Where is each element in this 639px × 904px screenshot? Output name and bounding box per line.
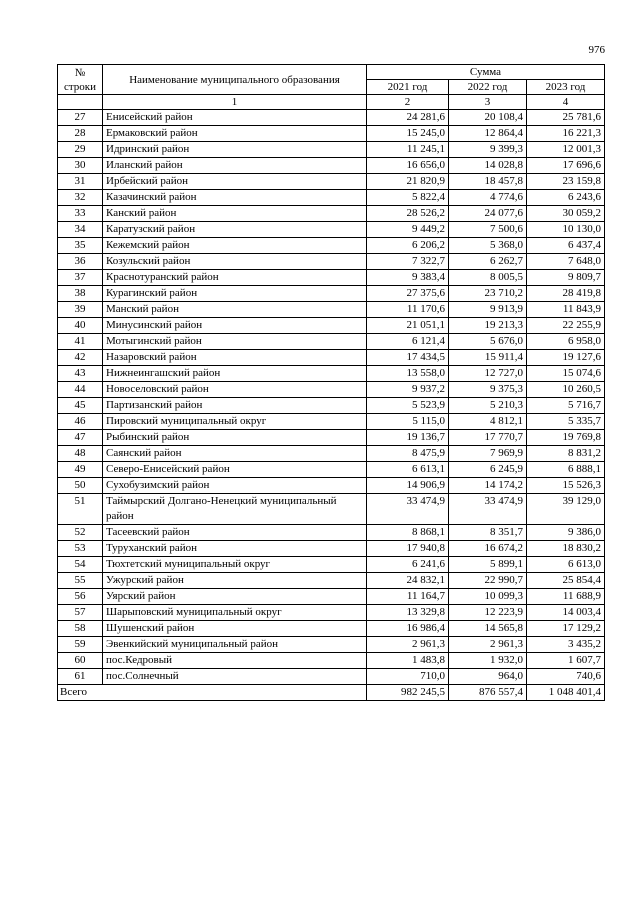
row-name: Сухобузимский район: [103, 478, 367, 494]
row-2023: 11 843,9: [527, 302, 605, 318]
table-row: [58, 525, 605, 541]
row-number: 55: [58, 573, 103, 589]
table-row: [58, 414, 605, 430]
table-header: [58, 65, 605, 110]
header-row-number-2: строки: [63, 80, 97, 93]
row-2021: 13 558,0: [367, 366, 449, 382]
page-number: 976: [588, 44, 605, 56]
table-row: [58, 573, 605, 589]
row-number: 61: [58, 669, 103, 685]
index-name: 1: [103, 95, 367, 110]
row-2023: 5 716,7: [527, 398, 605, 414]
table-row: [58, 190, 605, 206]
row-name: Северо-Енисейский район: [103, 462, 367, 478]
table-row: [58, 589, 605, 605]
row-number: 28: [58, 126, 103, 142]
total-row: [58, 685, 605, 701]
row-2023: 9 386,0: [527, 525, 605, 541]
total-2021: 982 245,5: [367, 685, 449, 701]
row-name: Ужурский район: [103, 573, 367, 589]
row-name: Новоселовский район: [103, 382, 367, 398]
row-2023: 10 260,5: [527, 382, 605, 398]
table-row: [58, 430, 605, 446]
row-2022: 17 770,7: [449, 430, 527, 446]
row-name: Иланский район: [103, 158, 367, 174]
row-number: 31: [58, 174, 103, 190]
row-2022: 9 399,3: [449, 142, 527, 158]
row-2022: 12 223,9: [449, 605, 527, 621]
row-2022: 9 913,9: [449, 302, 527, 318]
row-2023: 8 831,2: [527, 446, 605, 462]
table-row: [58, 174, 605, 190]
header-name: Наименование муниципального образования: [103, 65, 367, 95]
row-2021: 16 656,0: [367, 158, 449, 174]
row-2021: 15 245,0: [367, 126, 449, 142]
table-body: [58, 110, 605, 685]
row-name: Нижнеингашский район: [103, 366, 367, 382]
row-2021: 9 449,2: [367, 222, 449, 238]
table-row: [58, 494, 605, 525]
row-number: 60: [58, 653, 103, 669]
table-row: [58, 254, 605, 270]
row-2022: 18 457,8: [449, 174, 527, 190]
row-name: Енисейский район: [103, 110, 367, 126]
row-name: Пировский муниципальный округ: [103, 414, 367, 430]
row-2021: 17 434,5: [367, 350, 449, 366]
row-2023: 18 830,2: [527, 541, 605, 557]
row-2023: 25 781,6: [527, 110, 605, 126]
row-2022: 9 375,3: [449, 382, 527, 398]
row-2023: 19 769,8: [527, 430, 605, 446]
row-name: Минусинский район: [103, 318, 367, 334]
row-2023: 23 159,8: [527, 174, 605, 190]
row-2022: 14 028,8: [449, 158, 527, 174]
table-row: [58, 478, 605, 494]
row-name: Партизанский район: [103, 398, 367, 414]
row-name: Шушенский район: [103, 621, 367, 637]
row-2023: 17 696,6: [527, 158, 605, 174]
row-name: Саянский район: [103, 446, 367, 462]
table-row: [58, 222, 605, 238]
header-row-number-1: №: [74, 66, 86, 79]
row-number: 32: [58, 190, 103, 206]
row-2022: 10 099,3: [449, 589, 527, 605]
index-empty: [58, 95, 103, 110]
header-sum: Сумма: [367, 65, 605, 80]
row-2021: 8 475,9: [367, 446, 449, 462]
row-number: 50: [58, 478, 103, 494]
row-name: Ермаковский район: [103, 126, 367, 142]
row-2023: 3 435,2: [527, 637, 605, 653]
row-2021: 5 523,9: [367, 398, 449, 414]
row-2021: 7 322,7: [367, 254, 449, 270]
row-2023: 12 001,3: [527, 142, 605, 158]
row-name: Канский район: [103, 206, 367, 222]
row-number: 39: [58, 302, 103, 318]
table-row: [58, 286, 605, 302]
row-2021: 24 832,1: [367, 573, 449, 589]
row-2021: 6 613,1: [367, 462, 449, 478]
row-2022: 5 899,1: [449, 557, 527, 573]
row-2022: 15 911,4: [449, 350, 527, 366]
row-2023: 39 129,0: [527, 494, 605, 525]
row-2023: 25 854,4: [527, 573, 605, 589]
header-row-number: [58, 65, 103, 95]
row-number: 34: [58, 222, 103, 238]
row-2022: 4 812,1: [449, 414, 527, 430]
row-number: 59: [58, 637, 103, 653]
row-name: Манский район: [103, 302, 367, 318]
table-row: [58, 541, 605, 557]
row-2023: 15 074,6: [527, 366, 605, 382]
row-number: 57: [58, 605, 103, 621]
row-name: Тасеевский район: [103, 525, 367, 541]
row-name: Таймырский Долгано-Ненецкий муниципальный район: [103, 494, 367, 525]
row-name: Ирбейский район: [103, 174, 367, 190]
row-2022: 23 710,2: [449, 286, 527, 302]
row-2023: 11 688,9: [527, 589, 605, 605]
header-2023: 2023 год: [527, 80, 605, 95]
row-name: пос.Кедровый: [103, 653, 367, 669]
row-2021: 27 375,6: [367, 286, 449, 302]
row-number: 46: [58, 414, 103, 430]
row-2022: 4 774,6: [449, 190, 527, 206]
table-row: [58, 318, 605, 334]
header-2022: 2022 год: [449, 80, 527, 95]
row-number: 47: [58, 430, 103, 446]
table-row: [58, 110, 605, 126]
table-row: [58, 637, 605, 653]
row-name: Тюхтетский муниципальный округ: [103, 557, 367, 573]
row-name: Курагинский район: [103, 286, 367, 302]
row-number: 48: [58, 446, 103, 462]
row-2022: 7 500,6: [449, 222, 527, 238]
table-row: [58, 350, 605, 366]
row-2021: 16 986,4: [367, 621, 449, 637]
row-name: Краснотуранский район: [103, 270, 367, 286]
row-2022: 19 213,3: [449, 318, 527, 334]
row-2021: 11 164,7: [367, 589, 449, 605]
row-2021: 24 281,6: [367, 110, 449, 126]
index-2022: 3: [449, 95, 527, 110]
row-2022: 14 174,2: [449, 478, 527, 494]
index-2021: 2: [367, 95, 449, 110]
row-name: Идринский район: [103, 142, 367, 158]
row-number: 37: [58, 270, 103, 286]
row-2021: 6 121,4: [367, 334, 449, 350]
row-2021: 11 170,6: [367, 302, 449, 318]
row-number: 30: [58, 158, 103, 174]
row-name: Назаровский район: [103, 350, 367, 366]
table-row: [58, 382, 605, 398]
table-row: [58, 126, 605, 142]
row-name: Казачинский район: [103, 190, 367, 206]
row-2023: 740,6: [527, 669, 605, 685]
row-2023: 6 613,0: [527, 557, 605, 573]
row-2023: 16 221,3: [527, 126, 605, 142]
table-row: [58, 398, 605, 414]
total-label: Всего: [58, 685, 367, 701]
row-2022: 964,0: [449, 669, 527, 685]
row-2022: 8 005,5: [449, 270, 527, 286]
row-number: 52: [58, 525, 103, 541]
row-name: Уярский район: [103, 589, 367, 605]
row-2022: 12 864,4: [449, 126, 527, 142]
table-row: [58, 158, 605, 174]
row-name: Шарыповский муниципальный округ: [103, 605, 367, 621]
row-number: 51: [58, 494, 103, 525]
row-2021: 21 051,1: [367, 318, 449, 334]
table-row: [58, 605, 605, 621]
table-row: [58, 334, 605, 350]
table-row: [58, 462, 605, 478]
table-row: [58, 238, 605, 254]
row-2021: 9 937,2: [367, 382, 449, 398]
table-row: [58, 366, 605, 382]
row-number: 56: [58, 589, 103, 605]
row-2023: 5 335,7: [527, 414, 605, 430]
row-number: 35: [58, 238, 103, 254]
row-2021: 14 906,9: [367, 478, 449, 494]
table-row: [58, 206, 605, 222]
row-number: 41: [58, 334, 103, 350]
index-2023: 4: [527, 95, 605, 110]
row-2022: 14 565,8: [449, 621, 527, 637]
row-number: 42: [58, 350, 103, 366]
row-2021: 21 820,9: [367, 174, 449, 190]
row-2021: 5 115,0: [367, 414, 449, 430]
row-2022: 5 676,0: [449, 334, 527, 350]
row-2022: 5 368,0: [449, 238, 527, 254]
row-2021: 5 822,4: [367, 190, 449, 206]
row-name: Каратузский район: [103, 222, 367, 238]
row-2023: 14 003,4: [527, 605, 605, 621]
row-2022: 24 077,6: [449, 206, 527, 222]
row-number: 33: [58, 206, 103, 222]
row-2021: 1 483,8: [367, 653, 449, 669]
budget-table: [57, 64, 605, 701]
row-2022: 7 969,9: [449, 446, 527, 462]
row-2023: 6 437,4: [527, 238, 605, 254]
row-2021: 6 206,2: [367, 238, 449, 254]
row-2021: 28 526,2: [367, 206, 449, 222]
row-2022: 1 932,0: [449, 653, 527, 669]
row-name: Кежемский район: [103, 238, 367, 254]
total-2022: 876 557,4: [449, 685, 527, 701]
row-2022: 6 262,7: [449, 254, 527, 270]
row-2023: 28 419,8: [527, 286, 605, 302]
row-2022: 6 245,9: [449, 462, 527, 478]
row-2021: 17 940,8: [367, 541, 449, 557]
header-2021: 2021 год: [367, 80, 449, 95]
row-2022: 20 108,4: [449, 110, 527, 126]
row-number: 53: [58, 541, 103, 557]
row-2023: 6 243,6: [527, 190, 605, 206]
row-2021: 8 868,1: [367, 525, 449, 541]
table-row: [58, 653, 605, 669]
row-2021: 19 136,7: [367, 430, 449, 446]
row-2021: 33 474,9: [367, 494, 449, 525]
row-2022: 5 210,3: [449, 398, 527, 414]
row-number: 43: [58, 366, 103, 382]
row-number: 49: [58, 462, 103, 478]
row-number: 44: [58, 382, 103, 398]
row-2021: 710,0: [367, 669, 449, 685]
row-2022: 12 727,0: [449, 366, 527, 382]
row-number: 27: [58, 110, 103, 126]
row-2023: 10 130,0: [527, 222, 605, 238]
row-2023: 15 526,3: [527, 478, 605, 494]
row-name: Туруханский район: [103, 541, 367, 557]
table-row: [58, 446, 605, 462]
row-2023: 7 648,0: [527, 254, 605, 270]
row-number: 54: [58, 557, 103, 573]
row-2022: 33 474,9: [449, 494, 527, 525]
table-row: [58, 270, 605, 286]
row-name: Эвенкийский муниципальный район: [103, 637, 367, 653]
row-2023: 30 059,2: [527, 206, 605, 222]
row-2023: 1 607,7: [527, 653, 605, 669]
row-2023: 19 127,6: [527, 350, 605, 366]
row-2021: 11 245,1: [367, 142, 449, 158]
row-name: Мотыгинский район: [103, 334, 367, 350]
table-row: [58, 621, 605, 637]
row-2022: 16 674,2: [449, 541, 527, 557]
row-2021: 6 241,6: [367, 557, 449, 573]
row-2022: 8 351,7: [449, 525, 527, 541]
row-name: Козульский район: [103, 254, 367, 270]
row-number: 29: [58, 142, 103, 158]
row-number: 38: [58, 286, 103, 302]
row-name: Рыбинский район: [103, 430, 367, 446]
row-2023: 6 888,1: [527, 462, 605, 478]
row-2023: 9 809,7: [527, 270, 605, 286]
table-row: [58, 557, 605, 573]
table-row: [58, 669, 605, 685]
row-2023: 22 255,9: [527, 318, 605, 334]
row-2022: 2 961,3: [449, 637, 527, 653]
total-2023: 1 048 401,4: [527, 685, 605, 701]
row-2022: 22 990,7: [449, 573, 527, 589]
row-2023: 6 958,0: [527, 334, 605, 350]
row-number: 45: [58, 398, 103, 414]
row-number: 40: [58, 318, 103, 334]
row-2021: 13 329,8: [367, 605, 449, 621]
row-number: 58: [58, 621, 103, 637]
row-name: пос.Солнечный: [103, 669, 367, 685]
row-2021: 2 961,3: [367, 637, 449, 653]
row-2021: 9 383,4: [367, 270, 449, 286]
row-2023: 17 129,2: [527, 621, 605, 637]
table-row: [58, 142, 605, 158]
row-number: 36: [58, 254, 103, 270]
table-row: [58, 302, 605, 318]
